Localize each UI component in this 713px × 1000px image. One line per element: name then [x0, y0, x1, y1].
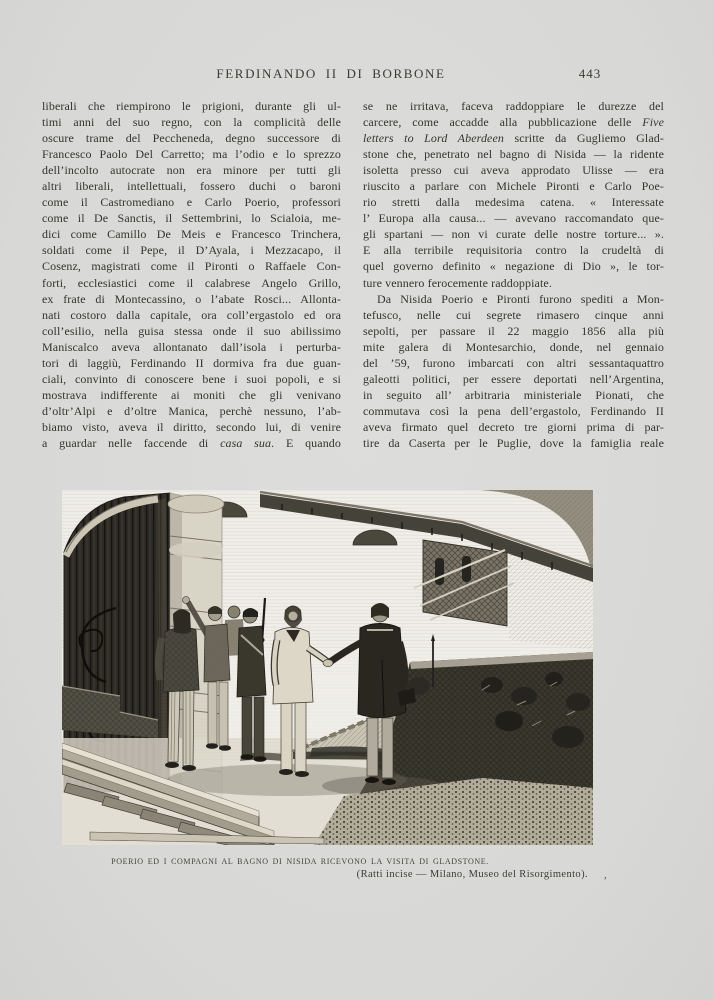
- text-line: del ’59, furono imbarcati con altri sessantaquattro: [363, 355, 664, 370]
- figure-caption-credit: (Ratti incise — Milano, Museo del Risorgimento).: [356, 869, 588, 880]
- text-line: d’oltr’Alpi e d’oltre Manica, perchè nessuno, l’ab-: [42, 403, 341, 418]
- text-column-left: [42, 98, 341, 451]
- text-line: commutava così la pena dell’ergastolo, Ferdinando II: [363, 403, 664, 418]
- text-line: Maniscalco aveva allontanato dall’isola i perturba-: [42, 339, 341, 354]
- text-line: Da Nisida Poerio e Pironti furono spediti a Mon-: [377, 291, 664, 306]
- handshake: [323, 660, 333, 667]
- text-line: altri liberali, intellettuali, fossero duchi o baroni: [42, 179, 341, 194]
- text-line: E alla terribile requisitoria contro la crudeltà di: [363, 243, 664, 258]
- text-line: coll’esilio, nella guisa stessa onde il suo abilissimo: [42, 323, 341, 338]
- loggia-recess: [414, 540, 514, 626]
- text-line: nati costoro dalla capitale, ora coll’ergastolo ed ora: [42, 307, 341, 322]
- text-line: come il Castromediano e Carlo Poerio, professori: [42, 195, 341, 210]
- text-line: liberali che riempirono le prigioni, durante gli ul-: [42, 99, 341, 113]
- text-line: galeotti politici, per essere deportati nell’Argentina,: [363, 371, 664, 386]
- stray-ink-mark: ,: [604, 870, 607, 881]
- text-line: in seguito all’ arbitraria ministeriale Pionati, che: [363, 387, 664, 402]
- text-line: soldati come il Pepe, il D’Ayala, i Mezzacapo, il: [42, 243, 341, 258]
- text-line: dici come Camillo De Meis e Francesco Trinchera,: [42, 227, 341, 242]
- text-line: stone che, penetrato nel bagno di Nisida — la ridente: [363, 147, 664, 162]
- text-line: timi anni del suo regno, con la complicità delle: [42, 115, 341, 130]
- text-line: isoletta presso cui aveva approdato Ulisse — era: [363, 163, 664, 178]
- text-line: rio stretti dalla medesima catena. « Interessate: [363, 195, 664, 210]
- text-line: l’ Europa alla causa... — avevano raccomandato que-: [363, 211, 664, 226]
- running-header: FERDINANDO II DI BORBONE: [216, 66, 446, 81]
- text-line: letters to Lord Aberdeen scritte da Gugliemo Glad-: [363, 131, 664, 146]
- text-line: ture vennero ferocemente raddoppiate.: [363, 275, 552, 290]
- text-line: Cosenz, magistrati come il Pironti o Raffaele Con-: [42, 259, 341, 274]
- text-line: oscure trame del Peccheneda, degno successore di: [42, 131, 341, 146]
- text-line: Francesco Paolo Del Carretto; ma l’odio e lo sprezzo: [42, 147, 341, 162]
- text-line: riuscito a parlare con Michele Pironti e Carlo Poe-: [363, 179, 664, 194]
- text-line: ex frate di Montecassino, o l’abate Rosci... Allonta-: [42, 291, 341, 306]
- text-line: mostrava indifferente ai moniti che gli venivano: [42, 387, 341, 402]
- text-column-right: [363, 98, 664, 451]
- text-line: mite galera di Montesarchio, donde, nel gennaio: [363, 339, 664, 354]
- page-number: 443: [578, 66, 602, 81]
- text-line: dell’incolto autocrate non era minore per tutti gli: [42, 163, 341, 178]
- text-line: biamo visto, aveva il diritto, secondo lui, di venire: [42, 419, 341, 434]
- text-line: sepolti, per passare il 22 maggio 1856 alla più: [363, 323, 664, 338]
- text-line: forti, ecclesiastici come il calabrese Angelo Grillo,: [42, 275, 341, 290]
- text-line: quel governo definito « negazione di Dio », le tor-: [363, 259, 664, 274]
- text-line: a guardar nelle faccende di casa sua. E quando: [42, 435, 341, 450]
- figure-caption-title: POERIO ED I COMPAGNI AL BAGNO DI NISIDA RICEVONO LA VISITA DI GLADSTONE.: [111, 857, 489, 866]
- figure-engraving: [62, 490, 593, 845]
- text-line: ciali, convinto di conoscere bene i suoi popoli, e si: [42, 371, 341, 386]
- text-line: tefusco, nelle cui segrete rimasero cinque anni: [363, 307, 664, 322]
- text-line: aveva firmato quel decreto tre giorni prima di par-: [363, 419, 664, 434]
- text-line: gli spartani — non vi curate delle nostre torture... ».: [363, 227, 664, 242]
- text-line: come il De Sanctis, il Settembrini, lo Scialoia, me-: [42, 211, 341, 226]
- text-line: carcere, come accadde alla pubblicazione delle Five: [363, 115, 664, 130]
- text-line: tori di laggiù, Ferdinando II dormiva fra due guan-: [42, 355, 341, 370]
- text-line: se ne irritava, faceva raddoppiare le durezze del: [363, 99, 664, 113]
- text-line: tire da Caserta per le Puglie, dove la famiglia reale: [363, 435, 664, 450]
